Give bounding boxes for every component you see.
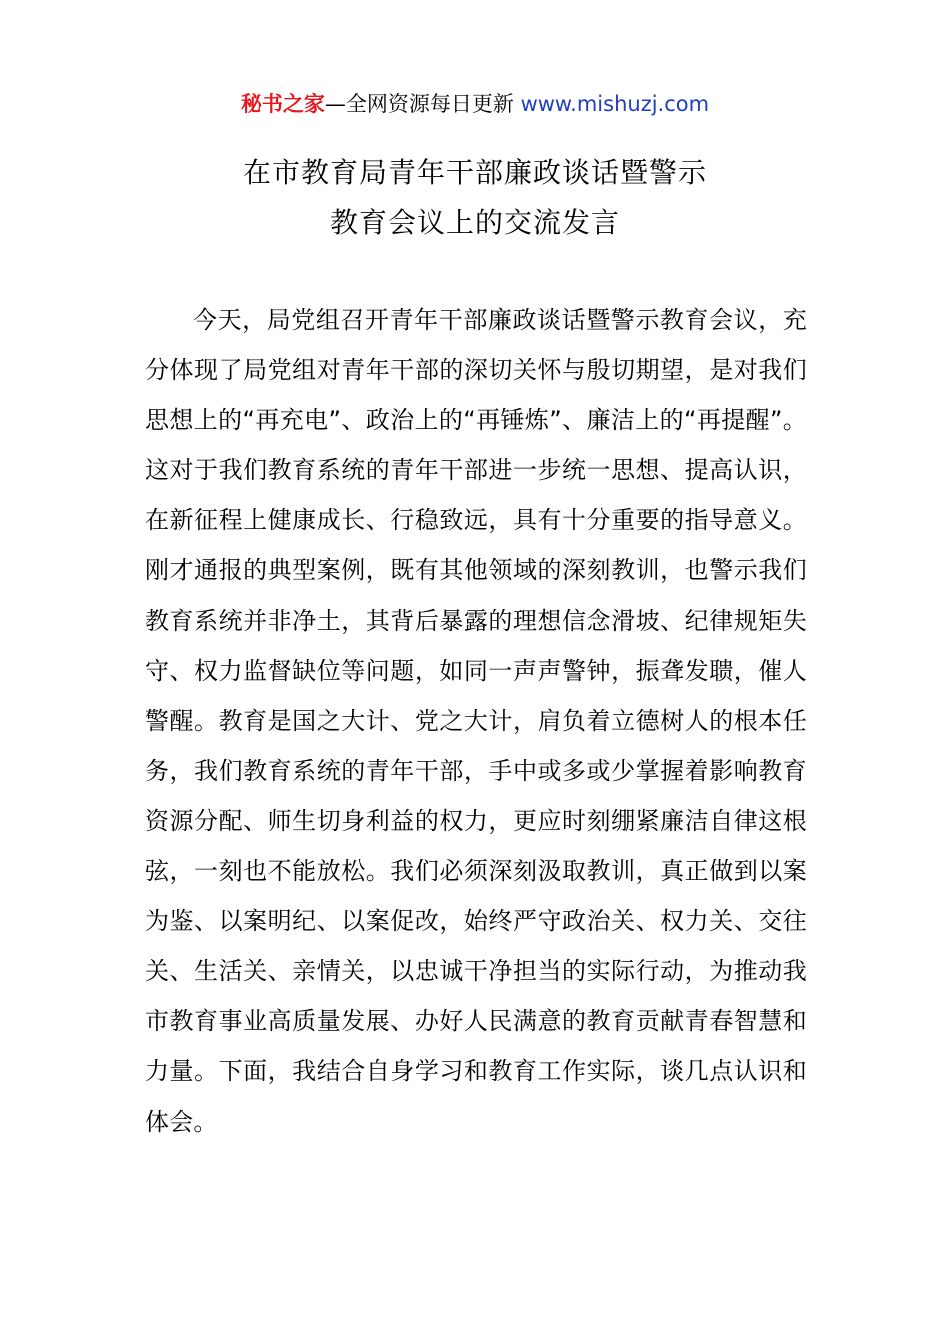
header-tagline: —全网资源每日更新 [324,92,521,116]
site-url[interactable]: www.mishuzj.com [520,92,710,116]
brand-name: 秘书之家 [240,92,325,116]
title-line-2: 教育会议上的交流发言 [329,206,620,239]
site-header [0,88,950,120]
document-title [0,148,950,248]
title-line-1: 在市教育局青年干部廉政谈话暨警示 [242,156,707,189]
body-paragraph: 今天，局党组召开青年干部廉政谈话暨警示教育会议，充分体现了局党组对青年干部的深切关怀与殷切期望，是对我们思想上的“再充电”、政治上的“再锤炼”、廉洁上的“再提醒”。这对于我们教育系统的青年干部进一步统一思想、提高认识，在新征程上健康成长、行稳致远，具有十分重要的指导意义。刚才通报的典型案例，既有其他领域的深刻教训，也警示我们教育系统并非净土，其背后暴露的理想信念滑坡、纪律规矩失守、权力监督缺位等问题，如同一声声警钟，振聋发聩，催人警醒。教育是国之大计、党之大计，肩负着立德树人的根本任务，我们教育系统的青年干部，手中或多或少掌握着影响教育资源分配、师生切身利益的权力，更应时刻绷紧廉洁自律这根弦，一刻也不能放松。我们必须深刻汲取教训，真正做到以案为鉴、以案明纪、以案促改，始终严守政治关、权力关、交往关、生活关、亲情关，以忠诚干净担当的实际行动，为推动我市教育事业高质量发展、办好人民满意的教育贡献青春智慧和力量。下面，我结合自身学习和教育工作实际，谈几点认识和体会。 [145,306,807,1136]
